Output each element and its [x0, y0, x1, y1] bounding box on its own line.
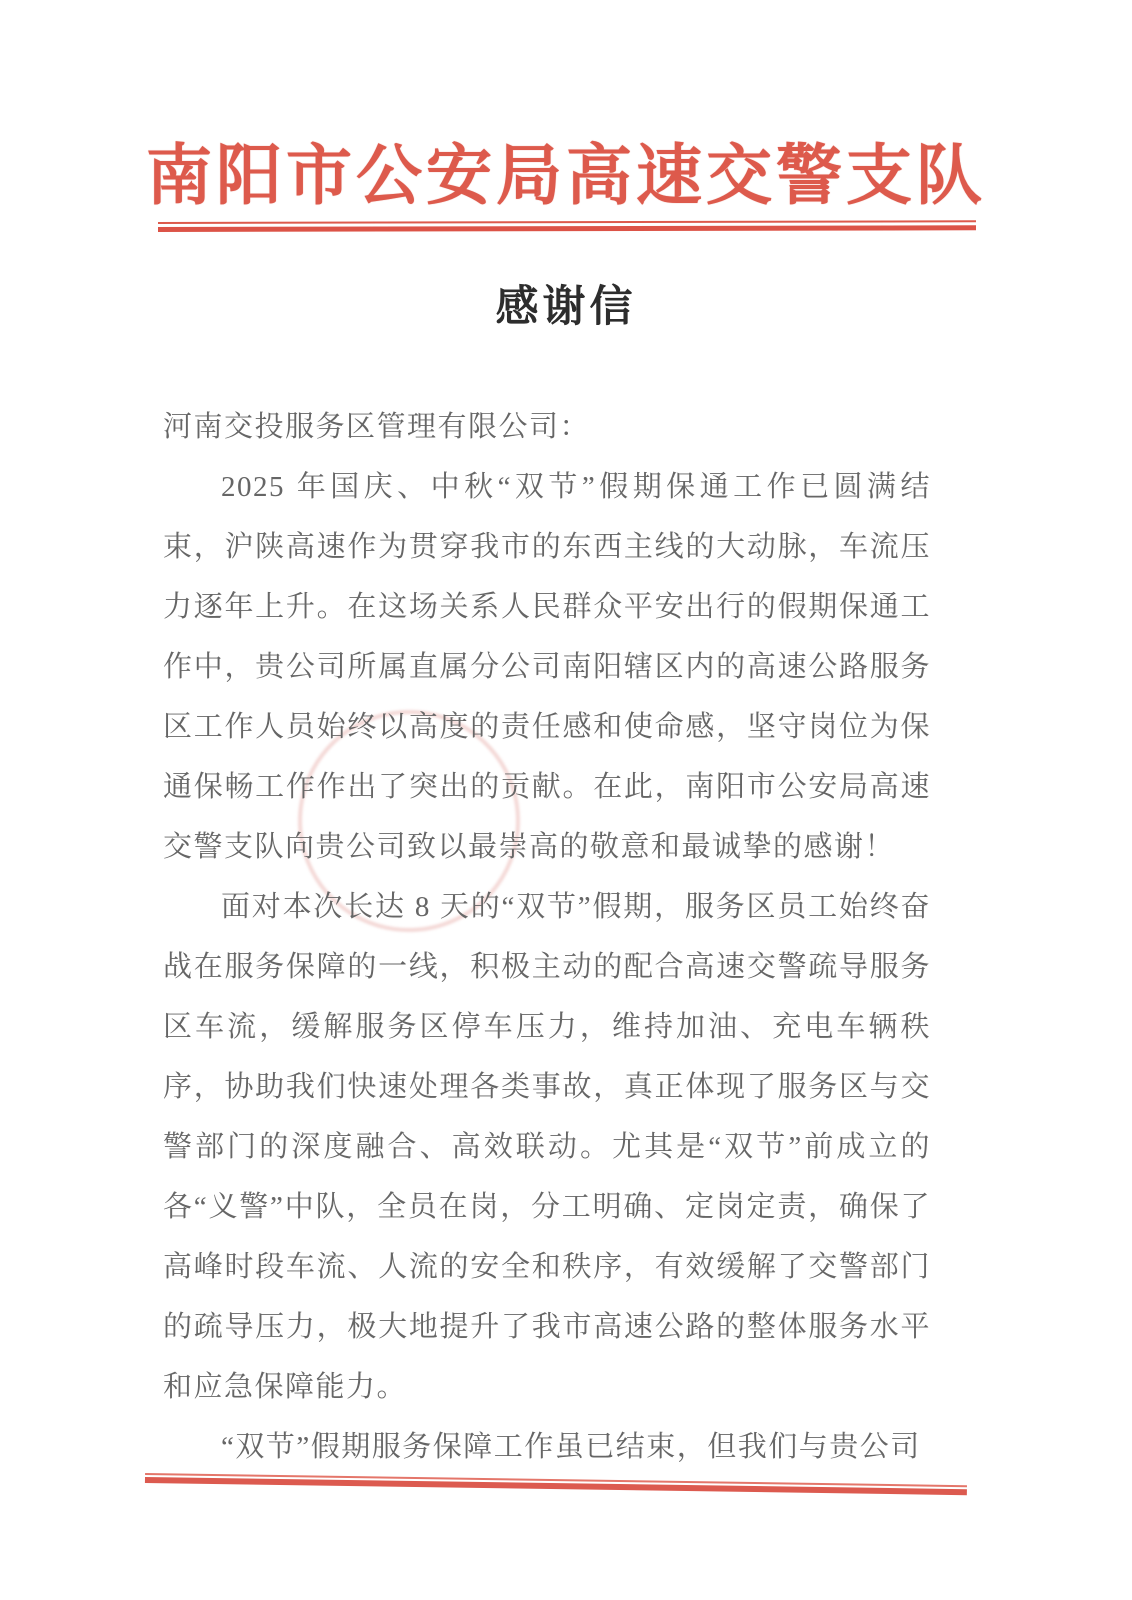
paragraph-1: 2025 年国庆、中秋“双节”假期保通工作已圆满结束，沪陕高速作为贯穿我市的东西主线的大动脉，车流压力逐年上升。在这场关系人民群众平安出行的假期保通工作中，贵公司所属直属分公司南阳辖区内的高速公路服务区工作人员始终以高度的责任感和使命感，坚守岗位为保通保畅工作作出了突出的贡献。在此，南阳市公安局高速交警支队向贵公司致以最崇高的敬意和最诚挚的感谢！	[163, 471, 931, 863]
salutation-line: 河南交投服务区管理有限公司：	[163, 411, 591, 443]
paragraph-3: “双节”假期服务保障工作虽已结束，但我们与贵公司	[221, 1431, 921, 1463]
letterhead-rule-thick-line	[158, 225, 976, 232]
letter-body	[163, 397, 931, 1477]
paragraph-2: 面对本次长达 8 天的“双节”假期，服务区员工始终奋战在服务保障的一线，积极主动的配合高速交警疏导服务区车流，缓解服务区停车压力，维持加油、充电车辆秩序，协助我们快速处理各类事故，真正体现了服务区与交警部门的深度融合、高效联动。尤其是“双节”前成立的各“义警”中队，全员在岗，分工明确、定岗定责，确保了高峰时段车流、人流的安全和秩序，有效缓解了交警部门的疏导压力，极大地提升了我市高速公路的整体服务水平和应急保障能力。	[163, 891, 931, 1403]
letterhead-title: 南阳市公安局高速交警支队	[146, 140, 986, 213]
letterhead-rule	[158, 220, 976, 232]
document-title: 感谢信	[495, 284, 637, 331]
